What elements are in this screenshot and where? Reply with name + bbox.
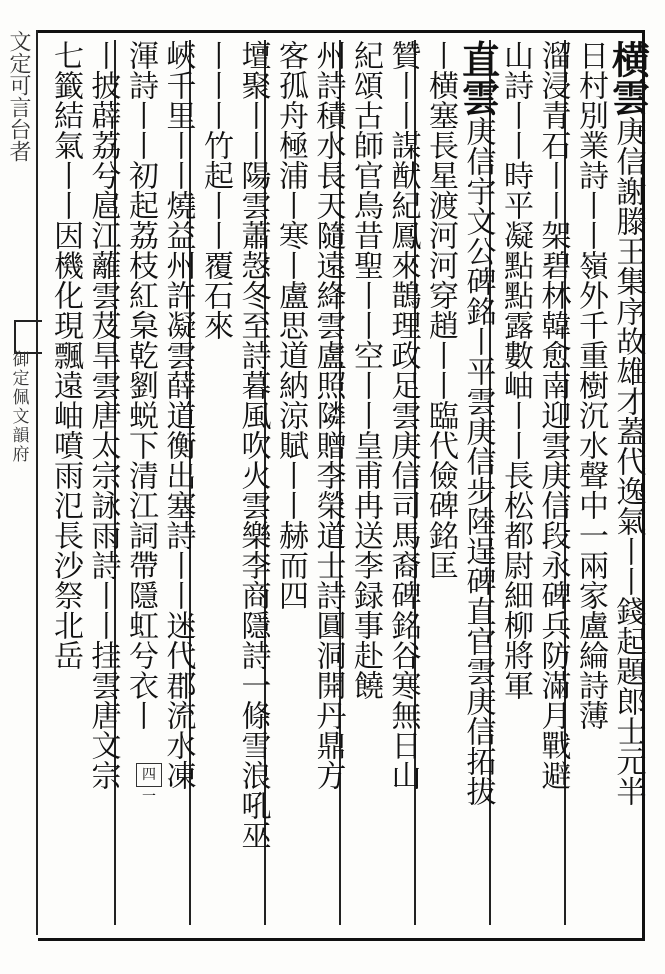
text-column-8: 紀頌古師官鳥昔聖丨丨空丨丨皇甫冉送李録事赴饒 <box>348 40 383 700</box>
adjacent-page-line: 文定可言台者 <box>6 30 31 162</box>
text-column-10: 客孤舟極浦丨寒丨盧思道納涼賦丨丨赫而四 <box>273 40 308 610</box>
book-title-margin <box>0 350 36 550</box>
text-column-5: 直雲庚信宇文公碑銘丨平雲庚信步陸逞碑直官雲庚信拓拔 <box>455 40 501 806</box>
text-column-6: 丨横塞長星渡河河穿趙丨丨臨代儉碑銘匡 <box>423 40 458 580</box>
text-column-11: 壇聚丨丨陽雲蕭愨冬至詩暮風吹火雲樂李商隱詩一條雪浪吼巫 <box>235 40 271 850</box>
headword: 横雲 <box>605 40 651 116</box>
text-column-13: 峽千里丨丨燒益州許凝雲薛道衡出塞詩丨丨迷代郡流水凍 <box>160 40 196 790</box>
page-number: 四一 <box>136 763 162 787</box>
text-column-15: 丨披薜荔兮扈江蘺雲芨旱雲唐太宗詠雨詩丨丨挂雲唐文宗 <box>85 40 121 790</box>
book-title: 御定佩文韻府 <box>8 350 29 464</box>
headword: 直雲 <box>455 40 501 116</box>
text-column-7: 贊丨丨謀猷紀鳳來鵲理政足雲庚信司馬裔碑銘谷寒無日山 <box>385 40 421 790</box>
adjacent-page-strip <box>0 30 36 935</box>
text-column-1: 横雲庚信謝滕王集序故雄才蓋代逸氣丨丨錢起題郎士元半 <box>605 40 651 806</box>
fold-marker <box>14 320 42 354</box>
text-column-9: 州詩積水長天隨遠絳雲盧照隣贈李榮道士詩圓洞開丹鼎方 <box>310 40 346 790</box>
text-column-12: 丨丨丨竹起丨丨覆石來 <box>198 40 233 340</box>
text-column-3: 溜浸青石丨丨架碧林韓愈南迎雲庚信段永碑兵防滿月戰避 <box>535 40 571 790</box>
text-column-14: 渾詩丨丨初起荔枝紅枲乾劉蜕下清江詞帶隱虹兮衣丨 <box>123 40 158 730</box>
text-column-4: 山詩丨丨時平凝點點露數岫丨丨長松都尉細柳將軍 <box>498 40 533 700</box>
text-columns <box>40 40 651 930</box>
text-column-2: 日村別業詩丨丨嶺外千重樹沉水聲中一兩家盧綸詩薄 <box>573 40 608 730</box>
text-column-16: 七籤結氣丨丨因機化現飄遠岫噴雨氾長沙祭北岳 <box>48 40 83 670</box>
adjacent-page-text <box>0 30 36 315</box>
